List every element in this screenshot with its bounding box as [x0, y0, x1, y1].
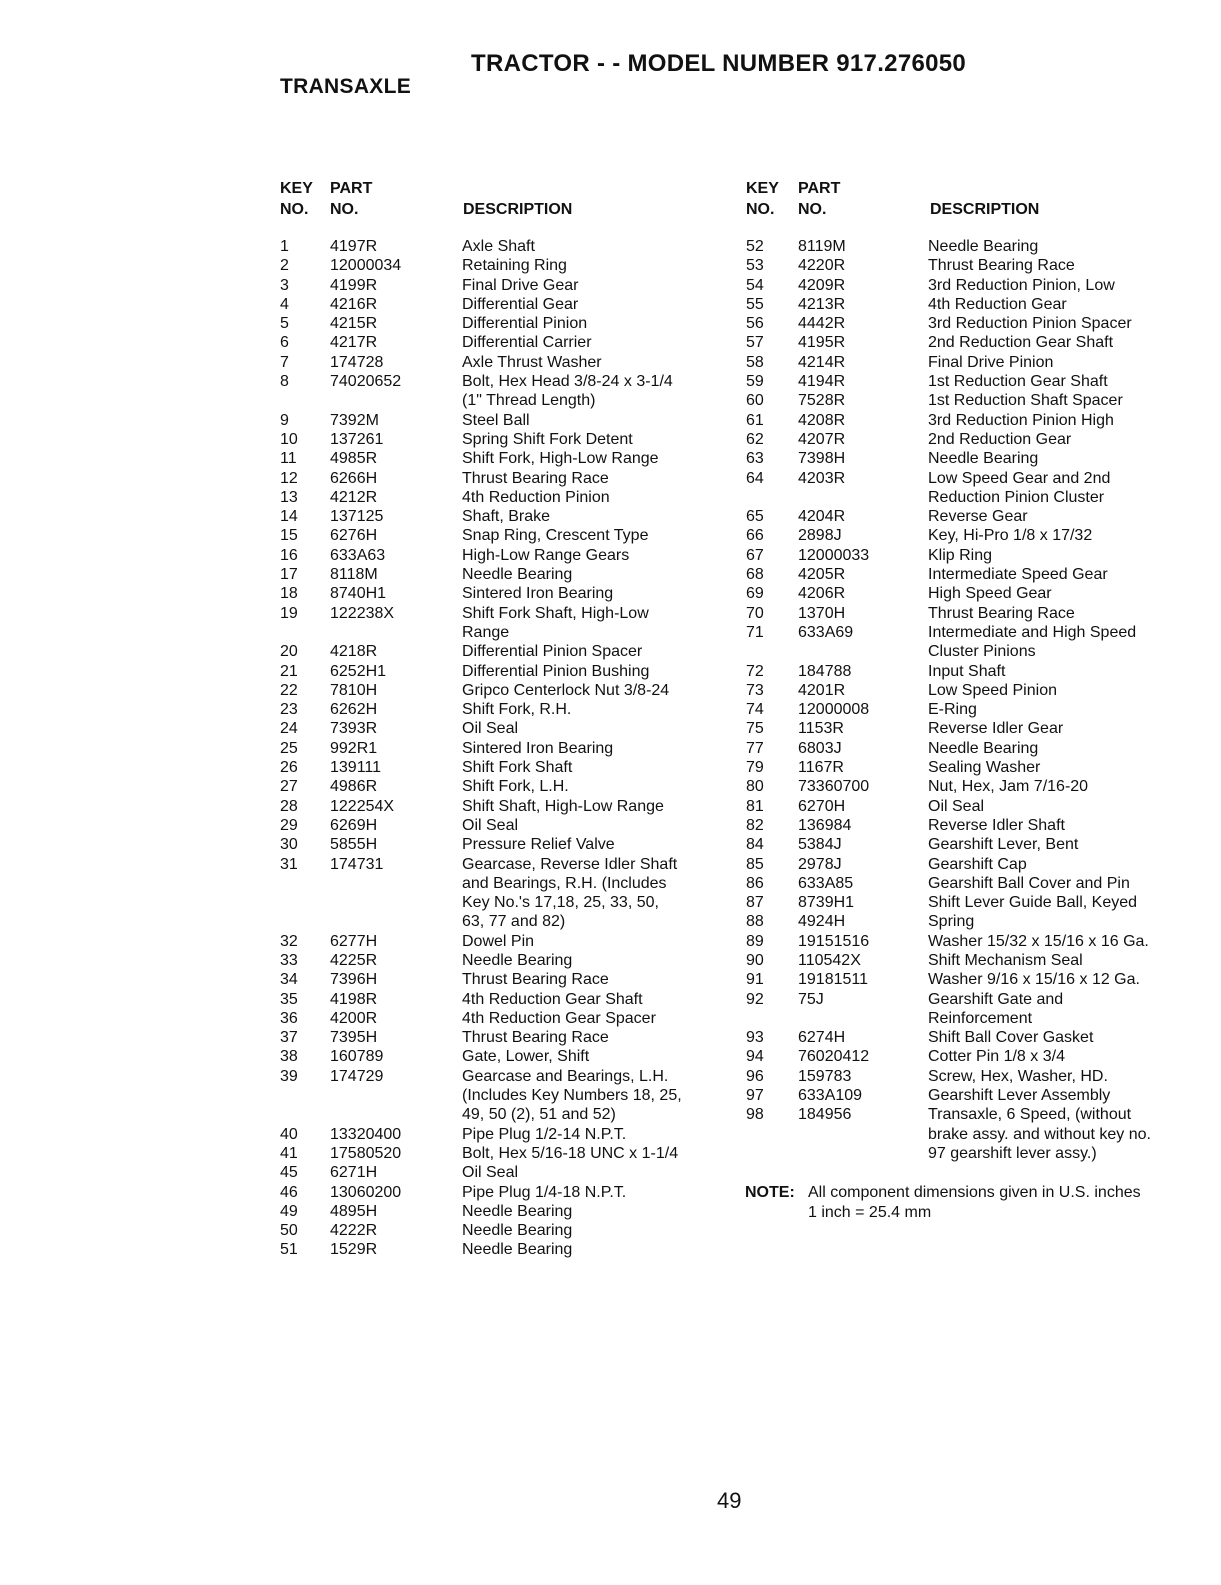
description: Oil Seal — [928, 797, 985, 815]
part-no: 4195R — [798, 334, 846, 352]
description: Differential Pinion — [462, 315, 588, 333]
description: Thrust Bearing Race — [462, 971, 609, 989]
description: 2nd Reduction Gear Shaft — [928, 334, 1114, 352]
part-no: 1370H — [798, 604, 846, 622]
description: Reverse Idler Gear — [928, 720, 1064, 738]
part-no: 1167R — [798, 759, 844, 777]
part-no: 992R1 — [330, 739, 378, 757]
key-no: 56 — [746, 315, 764, 333]
key-no: 94 — [746, 1048, 764, 1066]
key-no: 13 — [280, 488, 298, 506]
description: Shift Shaft, High-Low Range — [462, 797, 664, 815]
key-no: 15 — [280, 527, 298, 545]
description: Shift Fork, High-Low Range — [462, 450, 659, 468]
description: 3rd Reduction Pinion High — [928, 411, 1114, 429]
part-header-line1: PART — [330, 180, 373, 197]
description: and Bearings, R.H. (Includes — [462, 874, 667, 892]
key-no: 7 — [280, 353, 289, 371]
description: Final Drive Pinion — [928, 353, 1054, 371]
description: Washer 15/32 x 15/16 x 16 Ga. — [928, 932, 1149, 950]
part-no: 4218R — [330, 643, 378, 661]
part-no: 75J — [798, 990, 824, 1008]
description: Transaxle, 6 Speed, (without — [928, 1106, 1132, 1124]
key-no: 25 — [280, 739, 298, 757]
part-no: 7392M — [330, 411, 379, 429]
description: Screw, Hex, Washer, HD. — [928, 1067, 1108, 1085]
key-no: 93 — [746, 1029, 764, 1047]
key-no: 31 — [280, 855, 298, 873]
key-no: 46 — [280, 1183, 298, 1201]
part-no: 633A69 — [798, 623, 854, 641]
part-no: 6803J — [798, 739, 842, 757]
key-no: 28 — [280, 797, 298, 815]
key-no: 53 — [746, 257, 764, 275]
part-no: 5384J — [798, 836, 842, 854]
key-no: 5 — [280, 315, 289, 333]
key-no: 68 — [746, 566, 764, 584]
part-no: 1153R — [798, 720, 844, 738]
part-no: 8118M — [330, 566, 378, 584]
key-no: 32 — [280, 932, 298, 950]
description: High Speed Gear — [928, 585, 1052, 603]
key-no: 51 — [280, 1241, 298, 1259]
key-no: 61 — [746, 411, 764, 429]
description: Gate, Lower, Shift — [462, 1048, 590, 1066]
part-no: 122238X — [330, 604, 395, 622]
description: Shaft, Brake — [462, 508, 551, 526]
key-no: 67 — [746, 546, 764, 564]
part-header-line2: NO. — [798, 201, 827, 218]
key-no: 90 — [746, 951, 764, 969]
key-no: 57 — [746, 334, 764, 352]
key-no: 24 — [280, 720, 298, 738]
key-no: 59 — [746, 373, 764, 391]
description: Axle Thrust Washer — [462, 353, 602, 371]
description: Final Drive Gear — [462, 276, 579, 294]
description: Reinforcement — [928, 1009, 1033, 1027]
key-no: 33 — [280, 951, 298, 969]
key-no: 41 — [280, 1144, 298, 1162]
description: Needle Bearing — [462, 951, 573, 969]
description: Gearshift Cap — [928, 855, 1027, 873]
part-no: 6269H — [330, 816, 378, 834]
part-no: 4442R — [798, 315, 846, 333]
part-no: 73360700 — [798, 778, 870, 796]
description: Shift Fork, R.H. — [462, 701, 572, 719]
description: 4th Reduction Pinion — [462, 488, 610, 506]
key-no: 60 — [746, 392, 764, 410]
description: Low Speed Pinion — [928, 681, 1057, 699]
part-no: 4209R — [798, 276, 846, 294]
part-no: 5855H — [330, 836, 378, 854]
part-no: 8119M — [798, 238, 846, 255]
key-no: 40 — [280, 1125, 298, 1143]
part-no: 633A85 — [798, 874, 854, 892]
key-no: 11 — [280, 450, 297, 468]
part-no: 6270H — [798, 797, 846, 815]
key-no: 2 — [280, 257, 289, 275]
description: Key, Hi-Pro 1/8 x 17/32 — [928, 527, 1093, 545]
part-no: 4206R — [798, 585, 846, 603]
part-no: 139111 — [330, 759, 382, 777]
part-no: 76020412 — [798, 1048, 870, 1066]
part-no: 110542X — [798, 951, 861, 969]
part-no: 4214R — [798, 353, 846, 371]
description: Oil Seal — [462, 816, 519, 834]
part-no: 174731 — [330, 855, 384, 873]
part-no: 13060200 — [330, 1183, 402, 1201]
note-line2: 1 inch = 25.4 mm — [808, 1204, 932, 1221]
part-no: 4197R — [330, 238, 378, 255]
part-no: 2978J — [798, 855, 842, 873]
description: Thrust Bearing Race — [928, 604, 1075, 622]
key-no: 29 — [280, 816, 298, 834]
description: 2nd Reduction Gear — [928, 430, 1072, 448]
part-no: 13320400 — [330, 1125, 402, 1143]
part-no: 4198R — [330, 990, 378, 1008]
key-no: 22 — [280, 681, 298, 699]
part-no: 6274H — [798, 1029, 846, 1047]
part-no: 4222R — [330, 1222, 378, 1240]
key-no: 97 — [746, 1087, 764, 1105]
key-no: 26 — [280, 759, 298, 777]
description: Key No.'s 17,18, 25, 33, 50, — [462, 894, 659, 912]
description: Intermediate Speed Gear — [928, 566, 1108, 584]
part-no: 633A63 — [330, 546, 386, 564]
description: Retaining Ring — [462, 257, 567, 275]
part-no: 12000034 — [330, 257, 402, 275]
part-no: 74020652 — [330, 373, 402, 391]
description: Intermediate and High Speed — [928, 623, 1137, 641]
description: Shift Fork Shaft, High-Low — [462, 604, 649, 622]
part-no: 4216R — [330, 295, 378, 313]
key-no: 79 — [746, 759, 764, 777]
description: Thrust Bearing Race — [462, 469, 609, 487]
key-no: 3 — [280, 276, 289, 294]
key-no: 96 — [746, 1067, 764, 1085]
key-no: 12 — [280, 469, 298, 487]
key-no: 91 — [746, 971, 764, 989]
key-no: 65 — [746, 508, 764, 526]
page-title: TRACTOR - - MODEL NUMBER 917.276050 — [471, 50, 967, 77]
key-no: 21 — [280, 662, 298, 680]
key-no: 9 — [280, 411, 289, 429]
description: Gearshift Lever Assembly — [928, 1087, 1111, 1105]
key-no: 98 — [746, 1106, 764, 1124]
key-no: 62 — [746, 430, 764, 448]
key-no: 86 — [746, 874, 764, 892]
description: 1st Reduction Gear Shaft — [928, 373, 1108, 391]
page-number: 49 — [717, 1488, 742, 1513]
description: Differential Pinion Bushing — [462, 662, 650, 680]
part-no: 8740H1 — [330, 585, 387, 603]
key-no: 36 — [280, 1009, 298, 1027]
description: Needle Bearing — [928, 739, 1039, 757]
part-no: 4985R — [330, 450, 378, 468]
description: Thrust Bearing Race — [462, 1029, 609, 1047]
key-no: 55 — [746, 295, 764, 313]
part-no: 174729 — [330, 1067, 384, 1085]
key-no: 34 — [280, 971, 298, 989]
key-no: 75 — [746, 720, 764, 738]
part-no: 4217R — [330, 334, 378, 352]
part-no: 136984 — [798, 816, 852, 834]
key-no: 73 — [746, 681, 764, 699]
part-no: 6262H — [330, 701, 378, 719]
description: Pressure Relief Valve — [462, 836, 615, 854]
part-no: 19151516 — [798, 932, 870, 950]
description: Differential Pinion Spacer — [462, 643, 643, 661]
part-no: 4203R — [798, 469, 846, 487]
description: Snap Ring, Crescent Type — [462, 527, 649, 545]
description: Low Speed Gear and 2nd — [928, 469, 1111, 487]
part-no: 8739H1 — [798, 894, 855, 912]
description: 4th Reduction Gear Spacer — [462, 1009, 656, 1027]
description: Needle Bearing — [462, 1241, 573, 1259]
description: 3rd Reduction Pinion, Low — [928, 276, 1115, 294]
key-no: 92 — [746, 990, 764, 1008]
description: Needle Bearing — [462, 1202, 573, 1220]
key-no: 35 — [280, 990, 298, 1008]
description: Gearshift Gate and — [928, 990, 1064, 1008]
description: 97 gearshift lever assy.) — [928, 1144, 1097, 1162]
description: Bolt, Hex Head 3/8-24 x 3-1/4 — [462, 373, 673, 391]
key-header-line1: KEY — [746, 180, 779, 197]
part-no: 184956 — [798, 1106, 852, 1124]
key-header-line2: NO. — [280, 201, 309, 218]
part-no: 7528R — [798, 392, 846, 410]
description: 4th Reduction Gear — [928, 295, 1067, 313]
key-no: 16 — [280, 546, 298, 564]
part-no: 2898J — [798, 527, 842, 545]
description-header: DESCRIPTION — [930, 201, 1040, 218]
section-title: TRANSAXLE — [280, 75, 412, 98]
key-no: 58 — [746, 353, 764, 371]
part-no: 4924H — [798, 913, 846, 931]
part-no: 17580520 — [330, 1144, 402, 1162]
part-no: 7398H — [798, 450, 846, 468]
key-no: 72 — [746, 662, 764, 680]
key-no: 87 — [746, 894, 764, 912]
part-no: 7395H — [330, 1029, 378, 1047]
key-no: 14 — [280, 508, 298, 526]
description: Sintered Iron Bearing — [462, 739, 614, 757]
part-no: 6252H1 — [330, 662, 387, 680]
description: 4th Reduction Gear Shaft — [462, 990, 643, 1008]
part-header-line1: PART — [798, 180, 841, 197]
description: Needle Bearing — [928, 238, 1039, 255]
key-no: 74 — [746, 701, 764, 719]
part-no: 4204R — [798, 508, 846, 526]
key-no: 19 — [280, 604, 298, 622]
description: 49, 50 (2), 51 and 52) — [462, 1106, 616, 1124]
part-no: 4215R — [330, 315, 378, 333]
key-no: 70 — [746, 604, 764, 622]
description: Range — [462, 623, 510, 641]
description: Spring Shift Fork Detent — [462, 430, 633, 448]
description: Gripco Centerlock Nut 3/8-24 — [462, 681, 670, 699]
key-no: 38 — [280, 1048, 298, 1066]
key-no: 37 — [280, 1029, 298, 1047]
description: Gearshift Lever, Bent — [928, 836, 1079, 854]
key-no: 82 — [746, 816, 764, 834]
note-label: NOTE: — [745, 1184, 795, 1201]
part-no: 7810H — [330, 681, 378, 699]
key-no: 30 — [280, 836, 298, 854]
part-no: 6277H — [330, 932, 378, 950]
part-no: 4200R — [330, 1009, 378, 1027]
part-no: 1529R — [330, 1241, 378, 1259]
description: Reverse Gear — [928, 508, 1028, 526]
key-no: 17 — [280, 566, 298, 584]
description: brake assy. and without key no. — [928, 1125, 1151, 1143]
key-no: 6 — [280, 334, 289, 352]
key-no: 18 — [280, 585, 298, 603]
key-no: 4 — [280, 295, 289, 313]
description: 1st Reduction Shaft Spacer — [928, 392, 1123, 410]
description: Differential Carrier — [462, 334, 592, 352]
description: Klip Ring — [928, 546, 993, 564]
description: Cluster Pinions — [928, 643, 1036, 661]
key-no: 77 — [746, 739, 764, 757]
part-no: 4220R — [798, 257, 846, 275]
description: Bolt, Hex 5/16-18 UNC x 1-1/4 — [462, 1144, 679, 1162]
description: E-Ring — [928, 701, 977, 719]
part-no: 159783 — [798, 1067, 852, 1085]
part-no: 4895H — [330, 1202, 378, 1220]
part-no: 12000008 — [798, 701, 870, 719]
description: Input Shaft — [928, 662, 1006, 680]
key-no: 20 — [280, 643, 298, 661]
description: Shift Fork, L.H. — [462, 778, 569, 796]
part-no: 4207R — [798, 430, 846, 448]
description: Gearcase, Reverse Idler Shaft — [462, 855, 678, 873]
key-no: 50 — [280, 1222, 298, 1240]
description: Reverse Idler Shaft — [928, 816, 1065, 834]
description: Gearcase and Bearings, L.H. — [462, 1067, 669, 1085]
part-no: 4986R — [330, 778, 378, 796]
description: Oil Seal — [462, 720, 519, 738]
part-no: 7393R — [330, 720, 378, 738]
part-no: 174728 — [330, 353, 384, 371]
key-no: 8 — [280, 373, 289, 391]
key-no: 63 — [746, 450, 764, 468]
description: Cotter Pin 1/8 x 3/4 — [928, 1048, 1065, 1066]
part-no: 4213R — [798, 295, 846, 313]
part-no: 7396H — [330, 971, 378, 989]
description: Dowel Pin — [462, 932, 535, 950]
part-no: 184788 — [798, 662, 852, 680]
description: Nut, Hex, Jam 7/16-20 — [928, 778, 1089, 796]
description: Pipe Plug 1/4-18 N.P.T. — [462, 1183, 627, 1201]
key-no: 64 — [746, 469, 764, 487]
description: Sintered Iron Bearing — [462, 585, 614, 603]
key-no: 85 — [746, 855, 764, 873]
description: Oil Seal — [462, 1164, 519, 1182]
key-no: 39 — [280, 1067, 298, 1085]
part-no: 160789 — [330, 1048, 384, 1066]
part-header-line2: NO. — [330, 201, 359, 218]
description: Needle Bearing — [462, 566, 573, 584]
description: Spring — [928, 913, 975, 931]
description: (Includes Key Numbers 18, 25, — [462, 1087, 682, 1105]
part-no: 4212R — [330, 488, 378, 506]
description: Steel Ball — [462, 411, 530, 429]
key-no: 54 — [746, 276, 764, 294]
description: 3rd Reduction Pinion Spacer — [928, 315, 1132, 333]
description: Reduction Pinion Cluster — [928, 488, 1105, 506]
description: Shift Mechanism Seal — [928, 951, 1083, 969]
part-no: 4208R — [798, 411, 846, 429]
key-no: 27 — [280, 778, 298, 796]
part-no: 19181511 — [798, 971, 868, 989]
description: Gearshift Ball Cover and Pin — [928, 874, 1130, 892]
key-no: 69 — [746, 585, 764, 603]
description: Pipe Plug 1/2-14 N.P.T. — [462, 1125, 627, 1143]
key-no: 52 — [746, 238, 764, 255]
description: High-Low Range Gears — [462, 546, 630, 564]
key-no: 10 — [280, 430, 298, 448]
part-no: 633A109 — [798, 1087, 863, 1105]
description: Sealing Washer — [928, 759, 1041, 777]
part-no: 6266H — [330, 469, 378, 487]
key-header-line2: NO. — [746, 201, 775, 218]
key-no: 81 — [746, 797, 764, 815]
description: Shift Lever Guide Ball, Keyed — [928, 894, 1138, 912]
note-line1: All component dimensions given in U.S. inches — [808, 1184, 1141, 1201]
description: Shift Fork Shaft — [462, 759, 573, 777]
part-no: 4201R — [798, 681, 846, 699]
description: Needle Bearing — [462, 1222, 573, 1240]
key-no: 89 — [746, 932, 764, 950]
description: Shift Ball Cover Gasket — [928, 1029, 1094, 1047]
description: Washer 9/16 x 15/16 x 12 Ga. — [928, 971, 1140, 989]
key-no: 45 — [280, 1164, 298, 1182]
part-no: 12000033 — [798, 546, 870, 564]
key-no: 84 — [746, 836, 764, 854]
description: 63, 77 and 82) — [462, 913, 566, 931]
part-no: 4205R — [798, 566, 846, 584]
part-no: 4225R — [330, 951, 378, 969]
key-no: 80 — [746, 778, 764, 796]
description: (1" Thread Length) — [462, 392, 596, 410]
description-header: DESCRIPTION — [463, 201, 573, 218]
key-no: 23 — [280, 701, 298, 719]
description: Needle Bearing — [928, 450, 1039, 468]
key-no: 1 — [280, 238, 289, 255]
part-no: 122254X — [330, 797, 395, 815]
part-no: 137125 — [330, 508, 384, 526]
part-no: 6276H — [330, 527, 378, 545]
description: Thrust Bearing Race — [928, 257, 1075, 275]
key-no: 49 — [280, 1202, 298, 1220]
key-no: 88 — [746, 913, 764, 931]
key-header-line1: KEY — [280, 180, 313, 197]
key-no: 66 — [746, 527, 764, 545]
part-no: 4199R — [330, 276, 378, 294]
key-no: 71 — [746, 623, 764, 641]
part-no: 6271H — [330, 1164, 378, 1182]
part-no: 4194R — [798, 373, 846, 391]
description: Differential Gear — [462, 295, 579, 313]
description: Axle Shaft — [462, 238, 535, 255]
part-no: 137261 — [330, 430, 384, 448]
